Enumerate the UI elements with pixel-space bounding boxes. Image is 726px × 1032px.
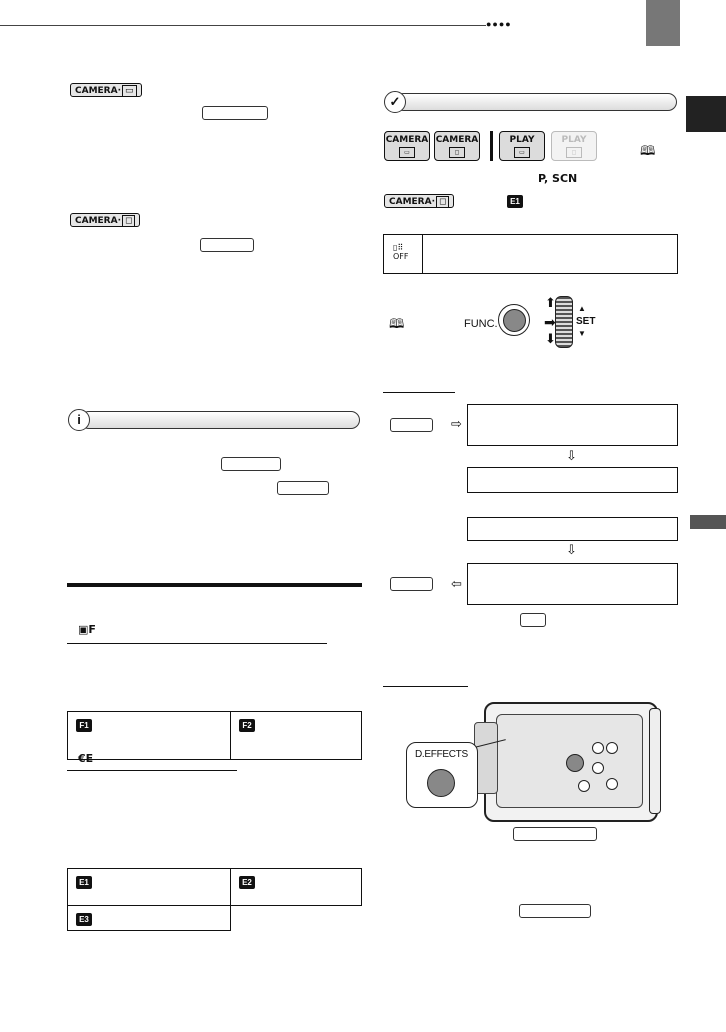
effect-table: [67, 868, 362, 931]
section-tab-grey: [690, 515, 726, 529]
header-dots: ●●●●: [486, 19, 512, 29]
checkmark-icon: ✓: [384, 91, 406, 113]
button-outline: [520, 613, 546, 627]
table-cell: [231, 712, 362, 760]
press-arrow-icon: ➡: [544, 315, 556, 331]
table-cell: [231, 869, 362, 906]
button-outline: [390, 577, 433, 591]
button-outline: [221, 457, 281, 471]
camera-card-mode-button: CAMERA ◻: [434, 131, 480, 161]
fader-badge: F2: [239, 719, 255, 732]
effect-e1-badge: E1: [507, 195, 523, 208]
func-label: FUNC.: [464, 318, 498, 330]
down-arrow-icon: ⇩: [566, 543, 577, 558]
header-rule: [0, 25, 486, 26]
down-arrow-icon: ⇩: [566, 449, 577, 464]
up-arrow-icon: ⬆: [545, 296, 556, 311]
d-effects-callout: [406, 742, 478, 808]
section-tab-dark: [686, 96, 726, 132]
table-cell-empty: [231, 906, 362, 931]
d-effects-label: D.EFFECTS: [415, 749, 468, 760]
flow-box-2: [467, 467, 678, 493]
right-arrow-icon: ⇨: [451, 417, 462, 432]
fader-icon: ▣F: [78, 623, 96, 636]
effect-badge: E3: [76, 913, 92, 926]
camera-card-mode-badge: CAMERA· ◻: [384, 194, 454, 208]
down-arrow-icon: ⬇: [545, 332, 556, 347]
button-outline: [277, 481, 329, 495]
program-modes: P, SCN: [538, 172, 578, 185]
func-button: [498, 304, 530, 336]
subsection-underline: [383, 686, 468, 687]
section-rule: [67, 583, 362, 587]
camera-tape-mode-button: CAMERA ▭: [384, 131, 430, 161]
flow-box-4: [467, 563, 678, 605]
book-icon: 🕮: [389, 316, 405, 331]
table-cell: [68, 869, 231, 906]
effect-badge: E1: [76, 876, 92, 889]
camera-card-mode-badge: CAMERA· ◻: [70, 213, 140, 227]
up-triangle-icon: ▲: [578, 304, 586, 313]
camera-tape-mode-badge: CAMERA· ▭: [70, 83, 142, 97]
down-triangle-icon: ▼: [578, 329, 586, 338]
flow-box-1: [467, 404, 678, 446]
button-outline: [200, 238, 254, 252]
mode-divider: [490, 131, 493, 161]
button-outline: [202, 106, 268, 120]
play-tape-mode-button: PLAY ▭: [499, 131, 545, 161]
left-arrow-icon: ⇦: [451, 577, 462, 592]
checklist-bar: [395, 93, 677, 111]
menu-setting-box: [383, 234, 678, 274]
info-icon: i: [68, 409, 90, 431]
effect-icon: €E: [78, 752, 94, 765]
table-cell: [68, 906, 231, 931]
button-outline: [513, 827, 597, 841]
button-outline: [390, 418, 433, 432]
play-card-mode-button: PLAY ◻: [551, 131, 597, 161]
fader-table: [67, 711, 362, 760]
subsection-underline: [67, 770, 237, 771]
flow-box-3: [467, 517, 678, 541]
camcorder-illustration: [474, 702, 660, 820]
set-label: SET: [576, 316, 596, 327]
subsection-underline: [67, 643, 327, 644]
book-icon: 🕮: [640, 143, 656, 158]
chapter-tab: [646, 0, 680, 46]
digital-effect-off-icon: ▯⠿ OFF: [393, 243, 409, 261]
note-bar: [80, 411, 360, 429]
set-dial: [555, 296, 573, 348]
d-effects-button: [427, 769, 455, 797]
fader-badge: F1: [76, 719, 92, 732]
effect-badge: E2: [239, 876, 255, 889]
subsection-underline: [383, 392, 455, 393]
button-outline: [519, 904, 591, 918]
